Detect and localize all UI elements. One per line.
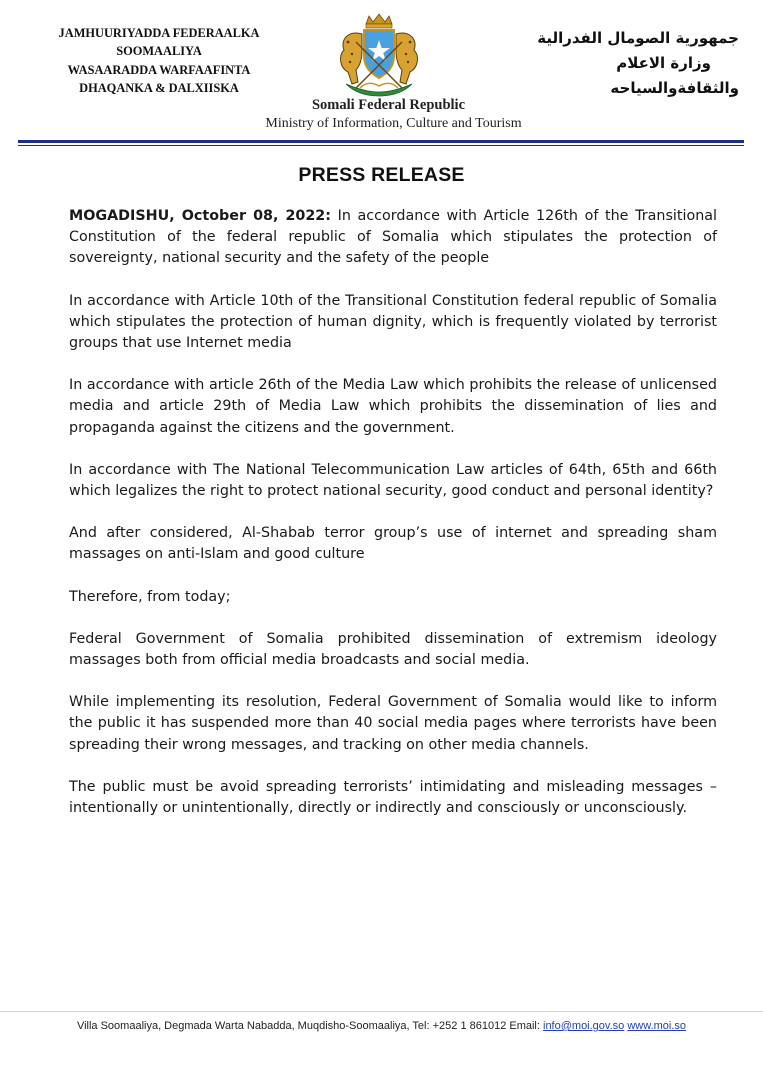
press-release-body bbox=[69, 206, 717, 819]
header-arabic-text bbox=[479, 26, 739, 101]
header-left-line: DHAQANKA & DALXIISKA bbox=[79, 81, 239, 96]
footer-divider bbox=[0, 1011, 763, 1012]
header-divider-thin bbox=[18, 145, 744, 146]
paragraph: Federal Government of Somalia prohibited dissemination of extremism ideology massages both from official media broadcasts and social media. bbox=[69, 630, 717, 669]
paragraph: In accordance with The National Telecommunication Law articles of 64th, 65th and 66th which legalizes the right to protect national security, good conduct and personal identity? bbox=[69, 461, 717, 500]
footer bbox=[0, 1020, 763, 1032]
header-right-line: وزارة الاعلام bbox=[616, 54, 711, 72]
page-title: PRESS RELEASE bbox=[298, 164, 465, 186]
footer-address: Villa Soomaaliya, Degmada Warta Nabadda, Muqdisho-Soomaaliya, Tel: +252 1 861012 Email: bbox=[76, 1020, 543, 1032]
paragraph: In accordance with Article 10th of the Transitional Constitution federal republic of Somalia which stipulates the protection of human dignity, which is frequently violated by terrorist groups that use Internet media bbox=[69, 292, 717, 352]
paragraph: In accordance with article 26th of the Media Law which prohibits the release of unlicensed media and article 29th of Media Law which prohibits the dissemination of lies and propaganda against the citizens and the government. bbox=[69, 377, 717, 436]
organization-block bbox=[0, 96, 763, 134]
header-left-line: JAMHUURIYADDA FEDERAALKA bbox=[58, 26, 260, 40]
dateline: MOGADISHU, October 08, 2022: bbox=[69, 208, 331, 224]
header-left-line: SOOMAALIYA bbox=[116, 44, 202, 59]
somalia-coat-of-arms-icon bbox=[326, 12, 432, 98]
paragraph: And after considered, Al-Shabab terror group’s use of internet and spreading sham massages on anti-Islam and good culture bbox=[69, 525, 717, 563]
header-left-line: WASAARADDA WARFAAFINTA bbox=[67, 62, 251, 77]
ministry-name: Ministry of Information, Culture and Tourism bbox=[265, 116, 522, 131]
website-link[interactable]: www.moi.so bbox=[627, 1020, 687, 1032]
header-right-line: والثقافةوالسياحه bbox=[610, 79, 739, 97]
paragraph: The public must be avoid spreading terrorists’ intimidating and misleading messages – intentionally or unintentionally, directly or indirectly and consciously or unconsciously. bbox=[69, 778, 717, 817]
header-somali-text bbox=[14, 24, 304, 98]
org-name: Somali Federal Republic bbox=[311, 97, 466, 113]
paragraph: While implementing its resolution, Federal Government of Somalia would like to inform the public it has suspended more than 40 social media pages where terrorists have been spreading their wrong messages, and tracking on other media channels. bbox=[69, 694, 717, 753]
paragraph-lead bbox=[69, 206, 717, 270]
paragraph: Therefore, from today; bbox=[69, 588, 231, 605]
header-right-line: جمهورية الصومال الفدرالية bbox=[537, 29, 739, 47]
lead-text: In accordance with Article 126th of the Transitional Constitution of the federal republic of Somalia which stipulates the protection of sovereignty, national security and the safety of the people bbox=[69, 208, 717, 267]
header-divider-thick bbox=[18, 140, 744, 143]
email-link[interactable]: info@moi.gov.so bbox=[543, 1020, 625, 1032]
